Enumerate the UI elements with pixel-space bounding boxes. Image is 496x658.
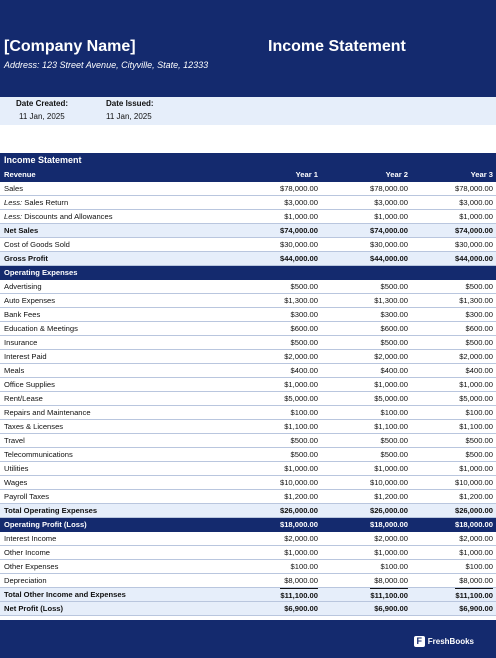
cell-value: $100.00: [380, 408, 408, 417]
row-label: [4, 504, 97, 518]
table-row: [0, 462, 496, 476]
date-issued-label: Date Issued:: [106, 99, 154, 108]
row-label-text: Gross Profit: [4, 254, 48, 263]
row-label-text: Meals: [4, 366, 25, 375]
cell-value: $100.00: [465, 562, 493, 571]
table-row: [0, 196, 496, 210]
cell-value: $1,100.00: [284, 422, 318, 431]
cell-value: $5,000.00: [284, 394, 318, 403]
cell-value: $100.00: [380, 562, 408, 571]
table-row: [0, 560, 496, 574]
row-label-text: Interest Paid: [4, 352, 47, 361]
cell-value: $3,000.00: [459, 198, 493, 207]
table-row: [0, 210, 496, 224]
row-label: [4, 448, 73, 462]
table-row: [0, 420, 496, 434]
cell-value: $500.00: [380, 282, 408, 291]
subtotal-row: [0, 602, 496, 616]
row-label-text: Advertising: [4, 282, 42, 291]
row-label: [4, 308, 40, 322]
row-label: [4, 378, 55, 392]
cell-value: $6,900.00: [284, 604, 318, 613]
row-label-text: Depreciation: [4, 576, 47, 585]
cell-value: $500.00: [465, 450, 493, 459]
cell-value: $1,000.00: [374, 212, 408, 221]
row-label: [4, 336, 37, 350]
freshbooks-icon: F: [414, 636, 425, 647]
cell-value: $100.00: [465, 408, 493, 417]
cell-value: $2,000.00: [284, 534, 318, 543]
row-label-text: Revenue: [4, 170, 36, 179]
row-label: [4, 280, 42, 294]
table-row: [0, 364, 496, 378]
cell-value: $400.00: [465, 366, 493, 375]
cell-value: $1,200.00: [284, 492, 318, 501]
row-label-text: Sales: [4, 184, 23, 193]
cell-value: $26,000.00: [369, 506, 408, 515]
row-label: [4, 406, 91, 420]
row-label: [4, 490, 49, 504]
date-issued-value: 11 Jan, 2025: [106, 112, 152, 121]
cell-value: $6,900.00: [374, 604, 408, 613]
cell-value: $8,000.00: [374, 576, 408, 585]
column-header: Year 3: [470, 170, 493, 179]
subtotal-row: [0, 252, 496, 266]
cell-value: $5,000.00: [459, 394, 493, 403]
date-created-value: 11 Jan, 2025: [19, 112, 65, 121]
row-label: [4, 476, 27, 490]
cell-value: $1,000.00: [284, 548, 318, 557]
cell-value: $1,300.00: [459, 296, 493, 305]
row-label-text: Other Expenses: [4, 562, 59, 571]
cell-value: $3,000.00: [284, 198, 318, 207]
table-row: [0, 322, 496, 336]
cell-value: $1,000.00: [284, 212, 318, 221]
table-row: [0, 434, 496, 448]
cell-value: $500.00: [380, 338, 408, 347]
row-label-text: Operating Expenses: [4, 268, 78, 277]
cell-value: $30,000.00: [454, 240, 493, 249]
row-label: [4, 350, 47, 364]
row-label: [4, 168, 36, 182]
cell-value: $600.00: [290, 324, 318, 333]
cell-value: $1,300.00: [374, 296, 408, 305]
row-label: [4, 518, 87, 532]
cell-value: $8,000.00: [284, 576, 318, 585]
cell-value: $74,000.00: [454, 226, 493, 235]
row-label: [4, 602, 63, 616]
freshbooks-logo: [414, 636, 474, 647]
table-row: [0, 308, 496, 322]
document-header: [0, 0, 496, 97]
cell-value: $500.00: [290, 436, 318, 445]
row-label-text: Cost of Goods Sold: [4, 240, 70, 249]
row-label: [4, 182, 23, 196]
cell-value: $78,000.00: [454, 184, 493, 193]
cell-value: $1,200.00: [374, 492, 408, 501]
row-label: [4, 238, 70, 252]
section-header-row: [0, 266, 496, 280]
row-label-text: Operating Profit (Loss): [4, 520, 87, 529]
cell-value: $1,000.00: [374, 548, 408, 557]
table-row: [0, 574, 496, 588]
cell-value: $78,000.00: [369, 184, 408, 193]
cell-value: $1,100.00: [459, 422, 493, 431]
income-table: [0, 168, 496, 616]
row-label: [4, 462, 28, 476]
cell-value: $18,000.00: [369, 520, 408, 529]
row-label-text: Auto Expenses: [4, 296, 56, 305]
cell-value: $44,000.00: [279, 254, 318, 263]
table-row: [0, 336, 496, 350]
row-label-text: Interest Income: [4, 534, 57, 543]
row-label-text: Rent/Lease: [4, 394, 43, 403]
row-label: [4, 322, 78, 336]
table-row: [0, 448, 496, 462]
cell-value: $11,100.00: [280, 588, 318, 603]
row-label-prefix: Less:: [4, 198, 23, 207]
cell-value: $74,000.00: [369, 226, 408, 235]
row-label-text: Utilities: [4, 464, 29, 473]
row-label-text: Insurance: [4, 338, 38, 347]
cell-value: $3,000.00: [374, 198, 408, 207]
table-row: [0, 378, 496, 392]
cell-value: $2,000.00: [459, 352, 493, 361]
table-row: [0, 490, 496, 504]
row-label-text: Office Supplies: [4, 380, 55, 389]
cell-value: $1,000.00: [459, 212, 493, 221]
row-label-text: Repairs and Maintenance: [4, 408, 91, 417]
row-label-text: Total Operating Expenses: [4, 506, 98, 515]
document-title: Income Statement: [268, 38, 406, 55]
company-name: [Company Name]: [4, 38, 136, 55]
row-label: [4, 546, 50, 560]
subtotal-row: [0, 504, 496, 518]
row-label: [4, 574, 47, 588]
row-label-text: Education & Meetings: [4, 324, 78, 333]
row-label: [4, 252, 48, 266]
table-row: [0, 406, 496, 420]
column-header: Year 2: [385, 170, 408, 179]
date-created-label: Date Created:: [16, 99, 69, 108]
row-label-text: Payroll Taxes: [4, 492, 50, 501]
cell-value: $10,000.00: [279, 478, 318, 487]
dates-band: [0, 97, 496, 125]
cell-value: $500.00: [465, 282, 493, 291]
row-label-text: Taxes & Licenses: [4, 422, 64, 431]
row-label: [4, 294, 55, 308]
cell-value: $26,000.00: [454, 506, 493, 515]
cell-value: $74,000.00: [279, 226, 318, 235]
cell-value: $2,000.00: [459, 534, 493, 543]
row-label-text: Bank Fees: [4, 310, 41, 319]
cell-value: $600.00: [380, 324, 408, 333]
cell-value: $1,000.00: [284, 380, 318, 389]
cell-value: $100.00: [290, 562, 318, 571]
cell-value: $1,200.00: [459, 492, 493, 501]
cell-value: $1,300.00: [284, 296, 318, 305]
cell-value: $1,000.00: [459, 380, 493, 389]
cell-value: $10,000.00: [369, 478, 408, 487]
cell-value: $1,000.00: [459, 548, 493, 557]
section-header-row: [0, 168, 496, 182]
cell-value: $1,000.00: [459, 464, 493, 473]
cell-value: $18,000.00: [279, 520, 318, 529]
cell-value: $500.00: [290, 450, 318, 459]
cell-value: $500.00: [290, 282, 318, 291]
cell-value: $300.00: [465, 310, 493, 319]
table-row: [0, 532, 496, 546]
cell-value: $44,000.00: [454, 254, 493, 263]
row-label-text: Net Profit (Loss): [4, 604, 64, 613]
row-label: [4, 392, 43, 406]
table-row: [0, 392, 496, 406]
cell-value: $400.00: [290, 366, 318, 375]
row-label-text: Net Sales: [4, 226, 39, 235]
cell-value: $30,000.00: [279, 240, 318, 249]
cell-value: $500.00: [380, 436, 408, 445]
row-label: [4, 224, 38, 238]
row-label-text: Total Other Income and Expenses: [4, 590, 126, 599]
document-footer: [0, 620, 496, 658]
cell-value: $1,000.00: [284, 464, 318, 473]
row-label: [4, 266, 77, 280]
cell-value: $2,000.00: [284, 352, 318, 361]
row-label: [4, 560, 58, 574]
table-row: [0, 294, 496, 308]
cell-value: $5,000.00: [374, 394, 408, 403]
row-label: [4, 532, 56, 546]
cell-value: $2,000.00: [374, 352, 408, 361]
cell-value: $500.00: [380, 450, 408, 459]
cell-value: $500.00: [290, 338, 318, 347]
table-row: [0, 280, 496, 294]
cell-value: $10,000.00: [454, 478, 493, 487]
cell-value: $6,900.00: [459, 604, 493, 613]
cell-value: $2,000.00: [374, 534, 408, 543]
row-label-prefix: Less:: [4, 212, 23, 221]
section-header-row: [0, 518, 496, 532]
row-label-text: Discounts and Allowances: [22, 212, 113, 221]
cell-value: $600.00: [465, 324, 493, 333]
cell-value: $11,100.00: [370, 588, 408, 603]
statement-title: Income Statement: [0, 153, 496, 168]
cell-value: $11,100.00: [455, 588, 493, 603]
company-address: Address: 123 Street Avenue, Cityville, State, 12333: [4, 60, 209, 70]
row-label-text: Travel: [4, 436, 25, 445]
cell-value: $8,000.00: [459, 576, 493, 585]
row-label-text: Telecommunications: [4, 450, 73, 459]
row-label-text: Sales Return: [22, 198, 69, 207]
row-label: [4, 196, 68, 210]
row-label: [4, 588, 126, 602]
row-label-text: Other Income: [4, 548, 51, 557]
cell-value: $30,000.00: [369, 240, 408, 249]
cell-value: $300.00: [290, 310, 318, 319]
table-row: [0, 238, 496, 252]
cell-value: $400.00: [380, 366, 408, 375]
cell-value: $1,000.00: [374, 464, 408, 473]
column-header: Year 1: [295, 170, 318, 179]
cell-value: $44,000.00: [369, 254, 408, 263]
table-row: [0, 476, 496, 490]
cell-value: $1,000.00: [374, 380, 408, 389]
cell-value: $500.00: [465, 338, 493, 347]
table-row: [0, 546, 496, 560]
cell-value: $500.00: [465, 436, 493, 445]
row-label-text: Wages: [4, 478, 28, 487]
cell-value: $18,000.00: [454, 520, 493, 529]
row-label: [4, 434, 25, 448]
cell-value: $300.00: [380, 310, 408, 319]
subtotal-row: [0, 588, 496, 602]
row-label: [4, 210, 113, 224]
brand-name: FreshBooks: [427, 637, 474, 646]
row-label: [4, 420, 63, 434]
cell-value: $26,000.00: [279, 506, 318, 515]
row-label: [4, 364, 24, 378]
table-row: [0, 182, 496, 196]
cell-value: $1,100.00: [374, 422, 408, 431]
cell-value: $78,000.00: [279, 184, 318, 193]
subtotal-row: [0, 224, 496, 238]
table-row: [0, 350, 496, 364]
cell-value: $100.00: [290, 408, 318, 417]
